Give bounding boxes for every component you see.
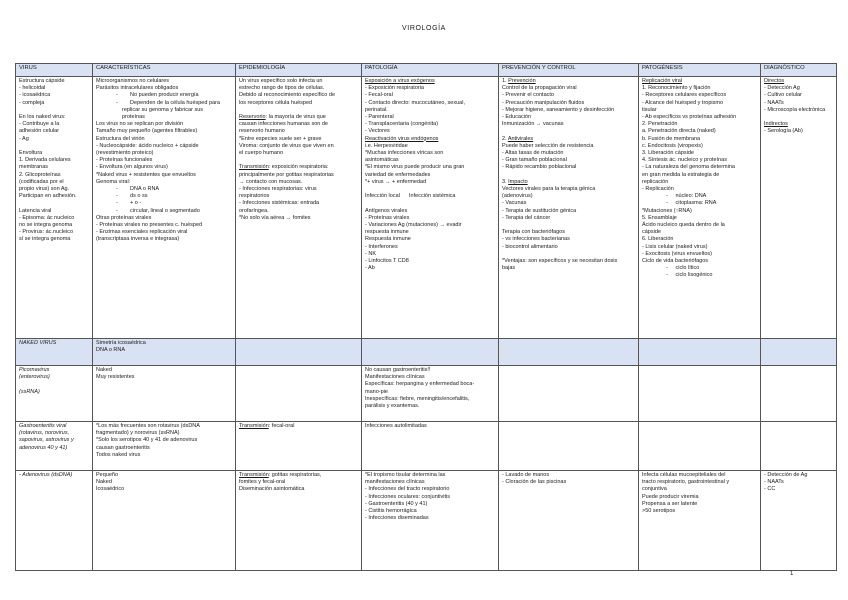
cell-line: - Nucleocápside: ácido nucleico + cápside — [96, 142, 199, 149]
cell-epidemiologia — [236, 339, 362, 366]
cell-line: - Educación — [502, 114, 532, 121]
cell-line: - Infecciones oculares: conjuntivitis — [365, 493, 450, 500]
cell-line — [502, 222, 635, 229]
cell-line: 1. Derivada celulares — [19, 157, 71, 164]
cell-prevencion — [499, 366, 639, 422]
cell-prevencion — [499, 339, 639, 366]
cell-line: i.e. Herpesviridae — [365, 142, 408, 149]
cell-line: - Contribuye a la — [19, 121, 60, 128]
cell-line: DNA o RNA — [96, 347, 126, 354]
cell-line: (ssRNA) — [19, 388, 40, 395]
cell-line: reservorio humano — [239, 128, 285, 135]
cell-line: - biocontrol alimentario — [502, 243, 558, 250]
cell-line: - Detección de Ag — [764, 472, 808, 478]
cell-line: respiratorios — [239, 193, 270, 200]
cell-virus — [16, 471, 93, 571]
cell-line: en gran medida la estrategia de — [642, 171, 720, 178]
cell-line — [239, 157, 358, 164]
cell-prevencion — [499, 422, 639, 471]
cell-line: Específicas: herpangina y enfermedad boca- — [365, 381, 475, 388]
header-prevencion: PREVENCIÓN Y CONTROL — [499, 64, 639, 77]
cell-line: Estructura cápside — [19, 78, 65, 84]
cell-line: - compleja — [19, 99, 45, 106]
cell-line: Pequeño — [96, 472, 119, 478]
cell-line: - circular, lineal o segmentado — [116, 207, 200, 214]
cell-line: Exposición a virus exógenos — [365, 78, 435, 84]
cell-line: proteínas — [122, 114, 145, 121]
cell-line: - Linfocitos T CD8 — [365, 258, 409, 265]
cell-line: Puede producir viremia — [642, 493, 699, 500]
cell-line: Reservorio: la mayoría de virus que — [239, 114, 326, 121]
cell-line: - CC — [764, 486, 776, 493]
cell-line: 2. Penetración — [642, 121, 678, 128]
cell-line: Icosaédrico — [96, 486, 125, 493]
cell-line: el cuerpo humano — [239, 150, 284, 157]
cell-line: 3. Impacto — [502, 178, 528, 185]
row-picornavirus — [16, 366, 837, 422]
document-title: VIROLOGÍA — [402, 25, 446, 32]
cell-line: - icosaédrica — [19, 92, 51, 99]
row-general — [16, 77, 837, 339]
header-epidemiologia: EPIDEMIOLOGÍA — [236, 64, 362, 77]
cell-line: respuesta inmune — [365, 229, 409, 236]
cell-patologia — [362, 471, 499, 571]
cell-line: a. Penetración directa (naked) — [642, 128, 716, 135]
cell-line: Muy resistentes — [96, 374, 135, 381]
cell-line: - Proteínas funcionales — [96, 157, 153, 164]
row-adenovirus — [16, 471, 837, 571]
cell-line: variedad de enfermedades — [365, 171, 431, 178]
cell-line: sí se integra genoma — [19, 236, 71, 243]
row-gastroenteritis — [16, 422, 837, 471]
cell-line: - ciclo lítico — [666, 265, 700, 272]
cell-line: Propensa a ser latente — [642, 500, 698, 507]
cell-line: causan gastroenteritis — [96, 444, 150, 451]
cell-line: 4. Síntesis ác. nucleico y proteínas — [642, 157, 727, 164]
cell-line: 2. Antivirales — [502, 135, 534, 142]
cell-line — [365, 186, 495, 193]
cell-line — [19, 107, 89, 114]
cell-line: Debido al reconocimiento específico de — [239, 92, 336, 99]
cell-line — [502, 172, 635, 179]
cell-line — [239, 107, 358, 114]
cell-line: Diseminación asintomática — [239, 486, 305, 493]
cell-line: - Gastroenteritis (40 y 41) — [365, 500, 428, 507]
cell-line: - Precaución manipulación fluidos — [502, 99, 585, 106]
cell-line: los receptores célula huésped — [239, 99, 313, 106]
cell-line: c. Endocitosis (viropexis) — [642, 142, 703, 149]
cell-line: Manifestaciones clínicas — [365, 374, 425, 381]
cell-line: propio virus) son Ag. — [19, 186, 70, 193]
cell-line: - Alcance del huésped y tropismo — [642, 99, 724, 106]
cell-virus — [16, 77, 93, 339]
cell-line — [365, 200, 495, 207]
cell-line: - NAATs — [764, 479, 784, 486]
row-naked-virus — [16, 339, 837, 366]
cell-line: - Proteínas virales no presentes c. huésped — [96, 222, 203, 229]
cell-line — [764, 114, 833, 121]
cell-line: - Infecciones sistémicas: entrada — [239, 200, 320, 207]
cell-line: - Detección Ag — [764, 85, 800, 92]
cell-line: fomites y fecal-oral — [239, 479, 286, 486]
cell-line: Otras proteínas virales — [96, 214, 152, 221]
cell-line: - ciclo lisogénico — [666, 272, 713, 279]
cell-line: - Infecciones respiratorias: virus — [239, 186, 317, 193]
cell-line: Tamaño muy pequeño (agentes filtrables) — [96, 128, 198, 135]
cell-line: - No pueden producir energía — [116, 92, 199, 99]
header-row — [16, 64, 837, 77]
cell-line: Naked — [96, 367, 112, 373]
cell-diagnostico — [761, 422, 837, 471]
cell-line: *Naked virus + resistentes que envueltos — [96, 171, 196, 178]
cell-line: 5. Ensamblaje — [642, 214, 677, 221]
cell-line: - vs infecciones bacterianas — [502, 236, 570, 243]
header-patologia: PATOLOGÍA — [362, 64, 499, 77]
cell-virus — [16, 339, 93, 366]
cell-line: - Adenovirus (dsDNA) — [19, 472, 73, 478]
cell-line: Un virus específico solo infecta un — [239, 78, 323, 84]
cell-line: - citoplasma: RNA — [666, 200, 717, 207]
cell-line: parálisis y exantemas. — [365, 403, 420, 410]
cell-line: Transmisión: exposición respiratoria: — [239, 164, 329, 171]
cell-line: - Variaciones Ag (mutaciones) → evadir — [365, 222, 462, 229]
cell-line: orofaríngea. — [239, 207, 269, 214]
cell-line: - Terapia de sustitución génica — [502, 207, 577, 214]
cell-line: replicar su genoma y fabricar sus — [122, 106, 204, 113]
virology-table — [15, 63, 837, 571]
cell-line: *El mismo virus puede producir una gran — [365, 164, 465, 171]
cell-patologia — [362, 339, 499, 366]
cell-patogenesis — [639, 471, 761, 571]
cell-line: - Cloración de las piscinas — [502, 479, 567, 486]
cell-line: Indirectos — [764, 121, 788, 128]
cell-line: - Ab específicos vs proteínas adhesión — [642, 114, 737, 121]
cell-line: - Gran tamaño poblacional — [502, 157, 567, 164]
cell-line: principalmente por gotitas respiratorias — [239, 171, 334, 178]
cell-line: - Enzimas esenciales replicación viral — [96, 229, 188, 236]
cell-line: adhesión celular — [19, 128, 60, 135]
cell-line: bajas — [502, 265, 516, 272]
cell-line: - + o - — [116, 200, 142, 207]
cell-line: - Provirus: ác.nucleico — [19, 229, 74, 236]
cell-epidemiologia — [236, 77, 362, 339]
cell-line: *No solo vía aérea → fomites — [239, 214, 311, 221]
cell-line: - Infecciones del tracto respiratorio — [365, 486, 450, 493]
cell-line: *Solo los serotipos 40 y 41 de adenovirus — [96, 437, 198, 444]
cell-diagnostico — [761, 339, 837, 366]
cell-line: (enterovirus) — [19, 374, 50, 381]
cell-line: - Fecal-oral — [365, 92, 393, 99]
cell-line: Los virus no se replican por división — [96, 121, 184, 128]
cell-line: 3. Liberación cápside — [642, 150, 694, 157]
cell-prevencion — [499, 77, 639, 339]
cell-line: sapovirus, astrovirus y — [19, 437, 74, 444]
cell-line: Envoltura — [19, 150, 43, 157]
cell-line: Simetría icosaédrica — [96, 340, 146, 346]
cell-line: En los naked virus: — [19, 114, 66, 121]
cell-line: *El tropismo tisular determina las — [365, 472, 446, 478]
cell-line: fragmentado) y norovirus (ssRNA) — [96, 430, 180, 437]
cell-line: - Exocitosis (virus envueltos) — [642, 250, 712, 257]
cell-epidemiologia — [236, 366, 362, 422]
cell-line: Viroma: conjunto de virus que viven en — [239, 142, 334, 149]
cell-patologia — [362, 422, 499, 471]
cell-line: 1. Reconocimiento y fijación — [642, 85, 711, 92]
cell-line: Microorganismos no celulares — [96, 78, 170, 84]
cell-line: asintomáticas — [365, 157, 399, 164]
cell-line: Parásitos intracelulares obligados — [96, 85, 179, 92]
cell-diagnostico — [761, 77, 837, 339]
cell-line: - Microscopía electrónica — [764, 106, 826, 113]
cell-line: - Dependen de la célula huésped para — [116, 99, 220, 106]
header-caracteristicas: CARACTERÍSTICAS — [93, 64, 236, 77]
cell-line: Control de la propagación viral — [502, 85, 577, 92]
cell-line: Estructura del virión — [96, 135, 145, 142]
cell-line — [19, 143, 89, 150]
cell-caracteristicas — [93, 366, 236, 422]
cell-line: - DNA o RNA — [116, 186, 160, 193]
cell-line — [502, 251, 635, 258]
cell-diagnostico — [761, 366, 837, 422]
cell-line: - Infecciones diseminadas — [365, 515, 429, 522]
cell-diagnostico — [761, 471, 837, 571]
cell-line: - Cistitis hemorrágica — [365, 508, 417, 515]
cell-line: - NAATs — [764, 99, 784, 106]
cell-line: Inespecíficas: fiebre, meningitis/encefalitis, — [365, 395, 470, 402]
cell-caracteristicas — [93, 339, 236, 366]
cell-line: - Ab — [365, 265, 375, 272]
cell-line: *Los más frecuentes son rotavirus (dsDNA — [96, 423, 200, 429]
cell-line: Puede haber selección de resistencia — [502, 142, 594, 149]
cell-line: (revestimiento proteico) — [96, 150, 154, 157]
cell-line — [502, 128, 635, 135]
cell-line: Infección local Infección sistémica — [365, 193, 456, 200]
cell-patogenesis — [639, 77, 761, 339]
cell-prevencion — [499, 471, 639, 571]
cell-patogenesis — [639, 422, 761, 471]
cell-line: Infecta células mucoepiteliales del — [642, 472, 726, 478]
cell-line: - La naturaleza del genoma determina — [642, 164, 735, 171]
cell-line: Gastroenteritis viral — [19, 423, 67, 429]
cell-line: Transmisión: fecal-oral — [239, 423, 295, 429]
cell-line: mano-pie — [365, 388, 388, 395]
cell-line: Directos — [764, 78, 785, 84]
cell-line: - Altas tasas de mutación — [502, 150, 564, 157]
cell-line: (codificadas por el — [19, 178, 64, 185]
cell-line: - Ag — [19, 135, 29, 142]
cell-caracteristicas — [93, 422, 236, 471]
header-patogenesis: PATOGÉNESIS — [639, 64, 761, 77]
cell-line: - Parenteral — [365, 114, 394, 121]
cell-line: - Replicación — [642, 186, 674, 193]
cell-line: Replicación viral — [642, 78, 683, 84]
cell-line: - helicoidal — [19, 85, 46, 92]
cell-line: replicación — [642, 178, 669, 185]
cell-line: - Envoltura (en algunos virus) — [96, 164, 168, 171]
cell-line: Latencia viral — [19, 207, 52, 214]
cell-virus — [16, 366, 93, 422]
cell-line: Ácido nucleico queda dentro de la — [642, 222, 725, 229]
cell-line: tracto respiratorio, gastrointestinal y — [642, 479, 730, 486]
cell-line: Inmunización → vacunas — [502, 121, 564, 128]
cell-line: - núcleo: DNA — [666, 193, 707, 200]
cell-line: *Muchas infecciones víricas son — [365, 150, 444, 157]
cell-line: Respuesta inmune — [365, 236, 411, 243]
cell-line: - Vacunas — [502, 200, 527, 207]
cell-line: - ds o ss — [116, 193, 148, 200]
cell-line: - Transplacentaria (congénita) — [365, 121, 439, 128]
cell-line: Todos naked virus — [96, 451, 141, 458]
cell-line: no se integra genoma — [19, 222, 73, 229]
cell-line: *Mutaciones (↑RNA) — [642, 207, 692, 214]
cell-line: - Prevenir el contacto — [502, 92, 554, 99]
cell-line: >50 serotipos — [642, 508, 676, 515]
cell-line: - NK — [365, 250, 376, 257]
cell-virus — [16, 422, 93, 471]
cell-line: Participan en adhesión. — [19, 193, 77, 200]
cell-line: Infecciones autolimitadas — [365, 423, 427, 429]
cell-line: - Vectores — [365, 128, 390, 135]
cell-line: adenovirus 40 y 41) — [19, 444, 68, 451]
cell-line: Terapia con bacteriófagos — [502, 229, 565, 236]
cell-line: Reactivación virus endógenos — [365, 135, 439, 142]
cell-patologia — [362, 366, 499, 422]
cell-line: cápside — [642, 229, 661, 236]
cell-line: Naked — [96, 479, 112, 486]
cell-caracteristicas — [93, 471, 236, 571]
cell-line: (adenovirus) — [502, 193, 533, 200]
cell-line: Transmisión: gotitas respiratorias, — [239, 472, 322, 478]
cell-patogenesis — [639, 339, 761, 366]
cell-line: → contacto con mucosas. — [239, 178, 303, 185]
cell-patogenesis — [639, 366, 761, 422]
cell-line: perinatal. — [365, 106, 388, 113]
cell-line: No causan gastroenteritis!! — [365, 367, 431, 373]
cell-line: Antígenos virales — [365, 207, 408, 214]
header-diagnostico: DIAGNÓSTICO — [761, 64, 837, 77]
cell-line: - Rápido recambio poblacional — [502, 164, 577, 171]
cell-line: Vectores virales para la terapia génica — [502, 186, 596, 193]
cell-line: Genoma viral: — [96, 178, 131, 185]
cell-line: 2. Glicoproteínas — [19, 171, 61, 178]
cell-line: - Mejorar higiene, saneamiento y desinfección — [502, 106, 615, 113]
cell-epidemiologia — [236, 471, 362, 571]
cell-caracteristicas — [93, 77, 236, 339]
cell-line: - Lisis celular (naked virus) — [642, 243, 708, 250]
page-number: 1 — [790, 571, 794, 577]
cell-line: *Ventajas: son específicos y se necesitan dosis — [502, 258, 618, 265]
cell-line: - Contacto directo: mucocutáneo, sexual, — [365, 99, 465, 106]
cell-line — [19, 200, 89, 207]
cell-line: - Serología (Ab) — [764, 128, 803, 135]
cell-line: - Lavado de manos — [502, 472, 550, 478]
cell-line: (transcriptasa inversa e integrasa) — [96, 236, 180, 243]
cell-patologia — [362, 77, 499, 339]
cell-line: - Terapia del cáncer — [502, 214, 551, 221]
cell-line: conjuntiva — [642, 486, 667, 493]
cell-line: b. Fusión de membrana — [642, 135, 701, 142]
cell-line: manifestaciones clínicas — [365, 479, 425, 486]
header-virus: VIRUS — [16, 64, 93, 77]
cell-line — [19, 381, 89, 388]
cell-line: NAKED VIRUS — [19, 340, 57, 346]
cell-line: *+ virus → + enfermedad — [365, 178, 427, 185]
cell-line: 1. Prevención — [502, 78, 536, 84]
cell-epidemiologia — [236, 422, 362, 471]
cell-line: - Proteínas virales — [365, 214, 410, 221]
cell-line: (rotavirus, norovirus, — [19, 430, 70, 437]
cell-line: tisular — [642, 106, 657, 113]
cell-line: estrecho rango de tipos de células. — [239, 85, 325, 92]
cell-line: Ciclo de vida bacteriófagos — [642, 258, 709, 265]
cell-line: causan infecciones humanas son de — [239, 121, 328, 128]
cell-line: - Episoma: ác nucleico — [19, 214, 75, 221]
cell-line: - Cultivo celular — [764, 92, 802, 99]
cell-line: Picornavirus — [19, 367, 50, 373]
cell-line: membranas — [19, 164, 49, 171]
cell-line: 6. Liberación — [642, 236, 674, 243]
cell-line: *Entre especies suele ser + grave — [239, 135, 322, 142]
cell-line: - Receptores celulares específicos — [642, 92, 727, 99]
cell-line: - Exposición respiratoria — [365, 85, 424, 92]
cell-line: - Interferones — [365, 243, 398, 250]
